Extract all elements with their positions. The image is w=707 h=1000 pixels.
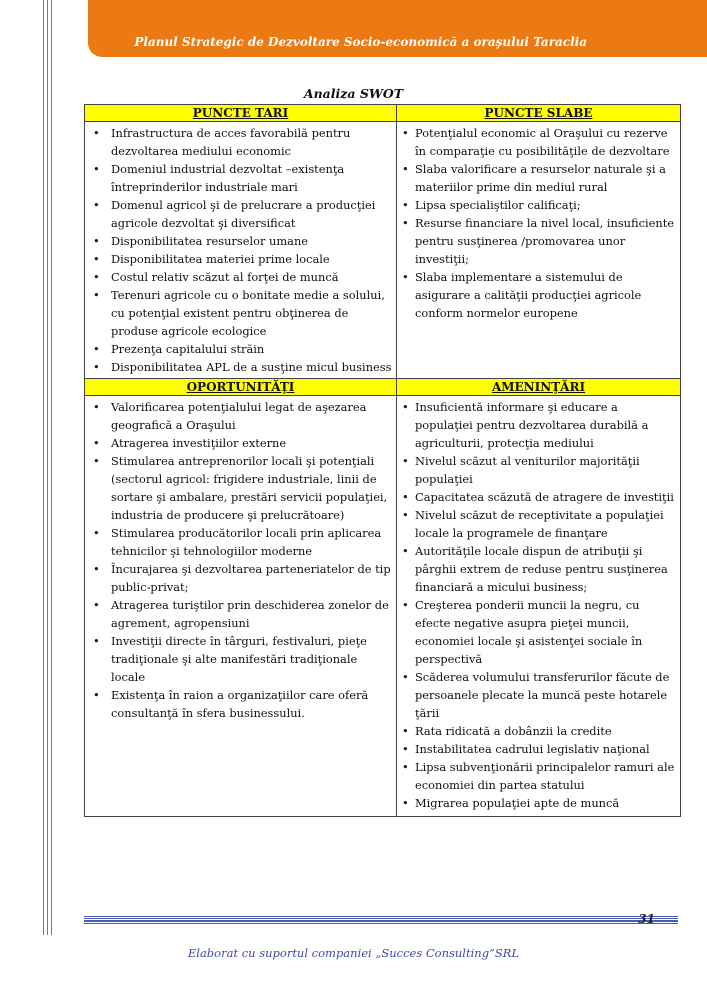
list-item: • Stimularea producătorilor locali prin aplicarea tehnicilor şi tehnologiilor moderne bbox=[111, 524, 392, 560]
margin-line-3 bbox=[51, 0, 52, 935]
list-item: • Resurse financiare la nivel local, insuficiente pentru susţinerea /promovarea unor investiţii; bbox=[415, 214, 676, 268]
opportunities-heading: OPORTUNITĂŢI bbox=[85, 379, 397, 396]
list-item: • Existenţa în raion a organizaţiilor care oferă consultanţă în sfera businessului. bbox=[111, 686, 392, 722]
strengths-heading: PUNCTE TARI bbox=[85, 105, 397, 122]
list-item: • Disponibilitatea materiei prime locale bbox=[111, 250, 392, 268]
list-item: • Valorificarea potenţialului legat de aşezarea geografică a Oraşului bbox=[111, 398, 392, 434]
threats-list bbox=[397, 396, 680, 814]
strengths-cell bbox=[85, 122, 397, 379]
threats-heading: AMENINŢĂRI bbox=[397, 379, 681, 396]
list-item: • Instabilitatea cadrului legislativ naţional bbox=[415, 740, 676, 758]
list-item: • Atragerea turiştilor prin deschiderea zonelor de agrement, agropensiuni bbox=[111, 596, 392, 632]
margin-line-1 bbox=[43, 0, 44, 935]
list-item: • Prezenţa capitalului străin bbox=[111, 340, 392, 358]
footer-divider bbox=[84, 916, 678, 925]
page-number: 31 bbox=[638, 912, 655, 926]
list-item: • Investiţii directe în târguri, festivaluri, pieţe tradiţionale şi alte manifestări tradiţionale locale bbox=[111, 632, 392, 686]
list-item: • Slaba implementare a sistemului de asigurare a calităţii producţiei agricole conform normelor europene bbox=[415, 268, 676, 322]
footer-text: Elaborat cu suportul companiei „Succes Consulting”SRL bbox=[187, 946, 520, 960]
list-item: • Rata ridicată a dobânzii la credite bbox=[415, 722, 676, 740]
list-item: • Nivelul scăzut de receptivitate a populaţiei locale la programele de finanţare bbox=[415, 506, 676, 542]
list-item: • Domeniul industrial dezvoltat –existenţa întreprinderilor industriale mari bbox=[111, 160, 392, 196]
list-item: • Atragerea investiţiilor externe bbox=[111, 434, 392, 452]
list-item: • Autorităţile locale dispun de atribuţii şi pârghii extrem de reduse pentru susţinerea financiară a micului business; bbox=[415, 542, 676, 596]
list-item: • Lipsa specialiştilor calificaţi; bbox=[415, 196, 676, 214]
list-item: • Migrarea populaţiei apte de muncă bbox=[415, 794, 676, 812]
weaknesses-heading: PUNCTE SLABE bbox=[397, 105, 681, 122]
margin-line-2 bbox=[47, 0, 48, 935]
threats-cell bbox=[397, 396, 681, 817]
list-item: • Încurajarea şi dezvoltarea parteneriatelor de tip public-privat; bbox=[111, 560, 392, 596]
list-item: • Lipsa subvenţionării principalelor ramuri ale economiei din partea statului bbox=[415, 758, 676, 794]
list-item: • Stimularea antreprenorilor locali şi potenţiali (sectorul agricol: frigidere industriale, linii de sortare şi ambalare, prestări servicii populaţiei, industria de producere şi prelucrătoare) bbox=[111, 452, 392, 524]
list-item: • Scăderea volumului transferurilor făcute de persoanele plecate la muncă peste hotarele ţării bbox=[415, 668, 676, 722]
list-item: • Terenuri agricole cu o bonitate medie a solului, cu potenţial existent pentru obţinerea de produse agricole ecologice bbox=[111, 286, 392, 340]
strengths-list bbox=[85, 122, 396, 378]
swot-table bbox=[84, 104, 681, 817]
list-item: • Nivelul scăzut al veniturilor majorităţii populaţiei bbox=[415, 452, 676, 488]
weaknesses-list bbox=[397, 122, 680, 324]
list-item: • Creşterea ponderii muncii la negru, cu efecte negative asupra pieţei muncii, economiei locale şi asistenţei sociale în perspectivă bbox=[415, 596, 676, 668]
list-item: • Insuficientă informare şi educare a populaţiei pentru dezvoltarea durabilă a agriculturii, protecţia mediului bbox=[415, 398, 676, 452]
table-title: Analiza SWOT bbox=[303, 86, 404, 101]
list-item: • Potenţialul economic al Oraşului cu rezerve în comparaţie cu posibilităţile de dezvoltare bbox=[415, 124, 676, 160]
list-item: • Costul relativ scăzut al forţei de muncă bbox=[111, 268, 392, 286]
list-item: • Disponibilitatea APL de a susţine micul business bbox=[111, 358, 392, 376]
list-item: • Domenul agricol şi de prelucrare a producţiei agricole dezvoltat şi diversificat bbox=[111, 196, 392, 232]
opportunities-list bbox=[85, 396, 396, 724]
weaknesses-cell bbox=[397, 122, 681, 379]
list-item: • Disponibilitatea resurselor umane bbox=[111, 232, 392, 250]
header-bar bbox=[88, 0, 707, 57]
opportunities-cell bbox=[85, 396, 397, 817]
list-item: • Slaba valorificare a resurselor naturale şi a materiilor prime din mediul rural bbox=[415, 160, 676, 196]
list-item: • Capacitatea scăzută de atragere de investiţii bbox=[415, 488, 676, 506]
header-title: Planul Strategic de Dezvoltare Socio-economică a oraşului Taraclia bbox=[134, 35, 587, 49]
list-item: • Infrastructura de acces favorabilă pentru dezvoltarea mediului economic bbox=[111, 124, 392, 160]
